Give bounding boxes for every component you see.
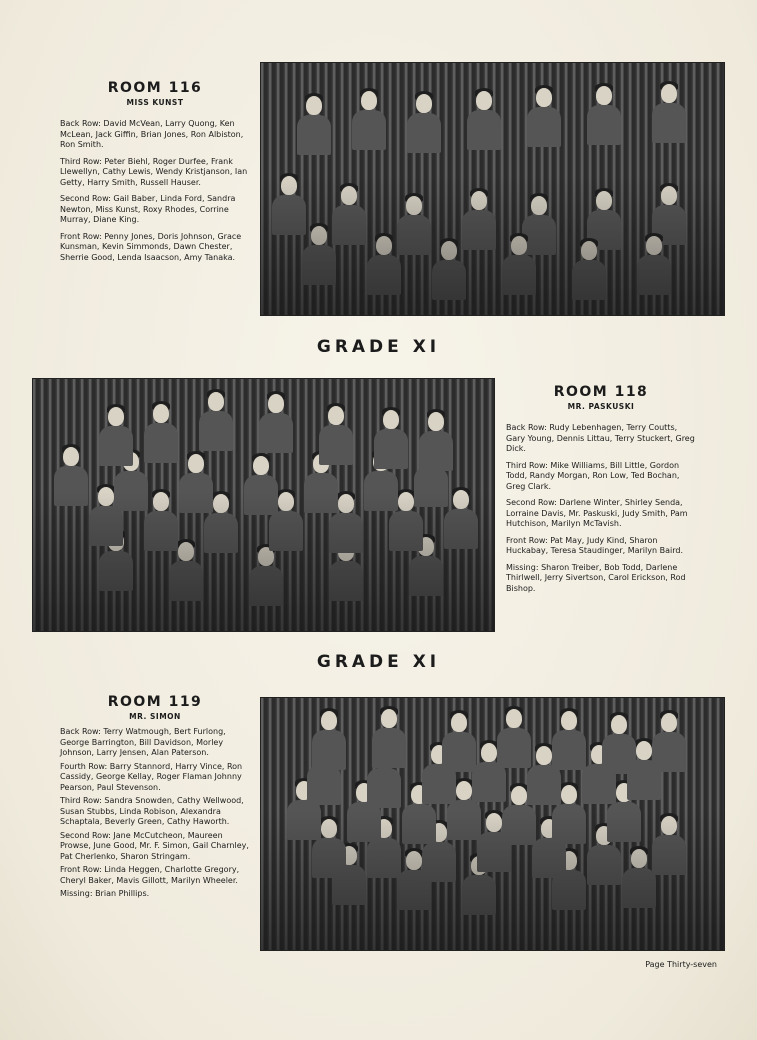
room-116-title: ROOM 116 (107, 80, 203, 96)
room-119-title: ROOM 119 (107, 694, 203, 710)
room-118-missing: Missing: Sharon Treiber, Bob Todd, Darlene Thirlwell, Jerry Sivertson, Carol Erickson, Rod Bishop. (506, 562, 686, 593)
room-116-second-row: Second Row: Gail Baber, Linda Ford, Sandra Newton, Miss Kunst, Roxy Rhodes, Corrine Murray, Diane King. (60, 194, 236, 224)
room-119-photo (260, 697, 725, 951)
room-116-photo (260, 62, 725, 316)
room-119-second-row: Second Row: Jane McCutcheon, Maureen Prowse, June Good, Mr. F. Simon, Gail Charnley, Pat Cherlenko, Sharon Stringam. (60, 830, 249, 861)
grade-heading-1: GRADE XI (316, 337, 441, 357)
room-116-caption (60, 80, 250, 269)
room-118-photo (32, 378, 495, 632)
room-116-back-row: Back Row: David McVean, Larry Quong, Ken McLean, Jack Giffin, Brian Jones, Ron Albiston, Ron Smith. (60, 119, 244, 149)
room-119-caption (60, 694, 250, 906)
room-119-third-row: Third Row: Sandra Snowden, Cathy Wellwood, Susan Stubbs, Linda Robison, Alexandra Schaptala, Beverly Green, Cathy Haworth. (60, 796, 244, 826)
room-116-teacher: MISS KUNST (126, 98, 184, 107)
room-116-third-row: Third Row: Peter Biehl, Roger Durfee, Frank Llewellyn, Cathy Lewis, Wendy Kristjanson, Ian Getty, Harry Smith, Russell Hauser. (60, 156, 248, 187)
room-118-teacher: MR. PASKUSKI (567, 402, 635, 411)
room-119-missing: Missing: Brian Phillips. (60, 889, 150, 898)
room-118-third-row: Third Row: Mike Williams, Bill Little, Gordon Todd, Randy Morgan, Ron Low, Ted Bochan, Greg Clark. (506, 460, 680, 491)
room-119-front-row: Front Row: Linda Heggen, Charlotte Gregory, Cheryl Baker, Mavis Gillott, Marilyn Wheeler. (60, 865, 240, 885)
room-116-front-row: Front Row: Penny Jones, Doris Johnson, Grace Kunsman, Kevin Simmonds, Dawn Chester, Sherrie Good, Lenda Isaacson, Amy Tanaka. (60, 231, 242, 262)
page-number: Page Thirty-seven (645, 960, 717, 969)
room-118-front-row: Front Row: Pat May, Judy Kind, Sharon Huckabay, Teresa Staudinger, Marilyn Baird. (506, 535, 683, 555)
room-118-back-row: Back Row: Rudy Lebenhagen, Terry Coutts, Gary Young, Dennis Littau, Terry Stuckert, Greg Dick. (506, 423, 695, 453)
room-119-fourth-row: Fourth Row: Barry Stannord, Harry Vince, Ron Cassidy, George Kellay, Roger Flaman Johnny Pearson, Paul Stevenson. (60, 761, 243, 792)
room-118-caption (506, 384, 696, 600)
room-119-teacher: MR. SIMON (129, 712, 181, 721)
grade-heading-2: GRADE XI (316, 652, 441, 672)
room-119-back-row: Back Row: Terry Watmough, Bert Furlong, George Barrington, Bill Davidson, Morley Johnson, Larry Jensen, Alan Paterson. (60, 727, 226, 757)
room-118-second-row: Second Row: Darlene Winter, Shirley Senda, Lorraine Davis, Mr. Paskuski, Judy Smith, Pam Hutchison, Marilyn McTavish. (506, 498, 688, 528)
room-118-title: ROOM 118 (553, 384, 649, 400)
